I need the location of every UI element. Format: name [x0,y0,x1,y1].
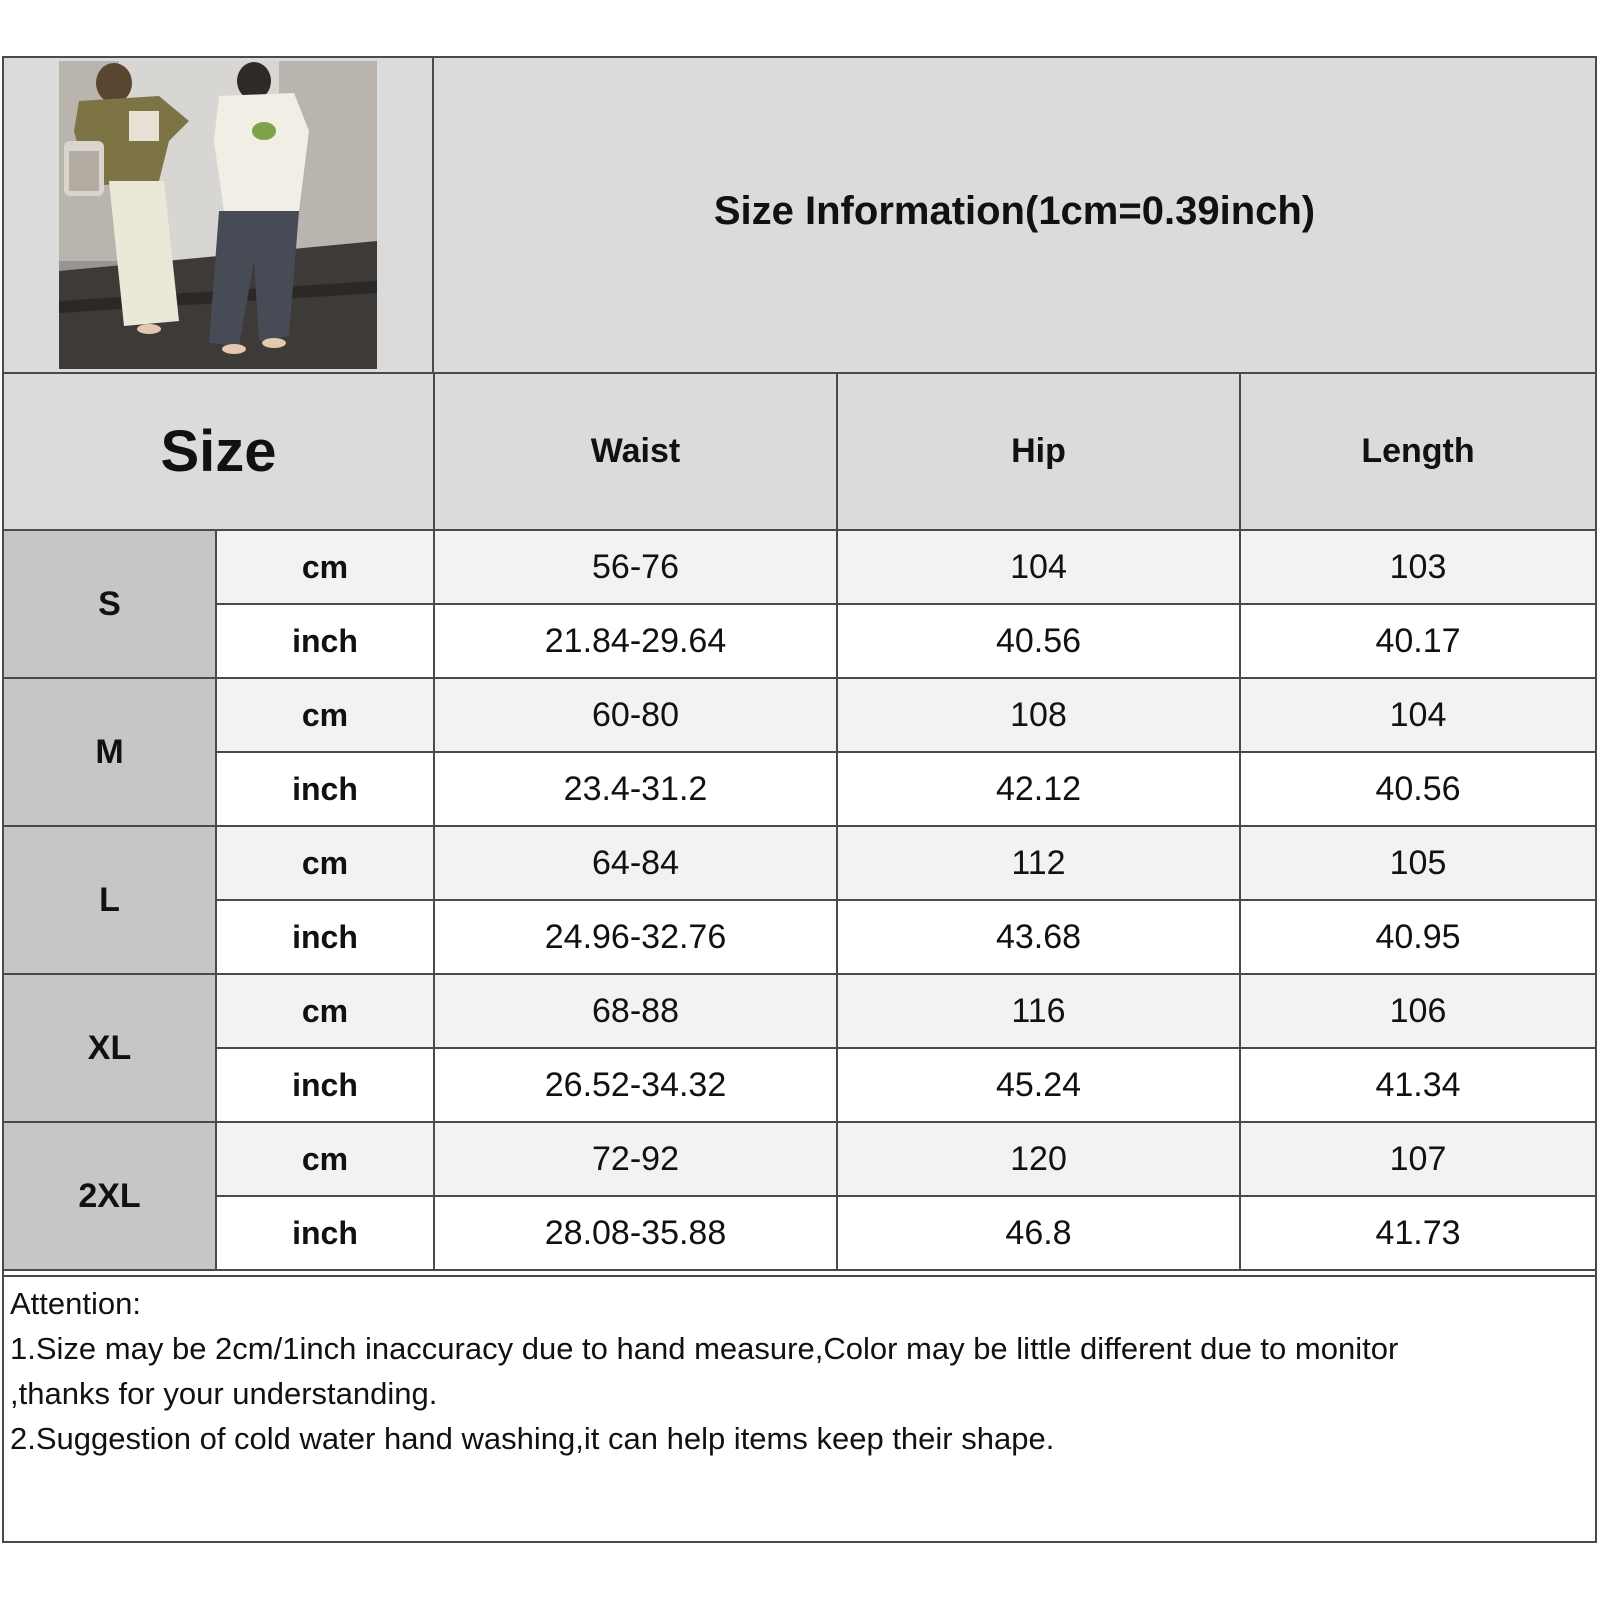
unit-label: cm [216,530,434,604]
length-value: 104 [1240,678,1595,752]
product-photo [59,61,377,369]
note-line: 2.Suggestion of cold water hand washing,it can help items keep their shape. [10,1421,1055,1456]
size-table [4,374,1595,1271]
length-value: 106 [1240,974,1595,1048]
table-row [4,826,1595,900]
waist-column-header: Waist [434,374,837,530]
waist-value: 72-92 [434,1122,837,1196]
hip-column-header: Hip [837,374,1240,530]
hip-value: 104 [837,530,1240,604]
table-row [4,752,1595,826]
waist-value: 60-80 [434,678,837,752]
waist-value: 56-76 [434,530,837,604]
hip-value: 42.12 [837,752,1240,826]
note-line: ,thanks for your understanding. [10,1376,438,1411]
length-value: 41.73 [1240,1196,1595,1270]
table-row [4,604,1595,678]
length-value: 107 [1240,1122,1595,1196]
unit-label: cm [216,1122,434,1196]
hip-value: 46.8 [837,1196,1240,1270]
table-row [4,974,1595,1048]
hip-value: 112 [837,826,1240,900]
table-row [4,1196,1595,1270]
length-value: 105 [1240,826,1595,900]
length-value: 40.95 [1240,900,1595,974]
size-chart [2,56,1597,1543]
table-row [4,678,1595,752]
size-label: 2XL [4,1122,216,1270]
unit-label: cm [216,974,434,1048]
waist-value: 24.96-32.76 [434,900,837,974]
product-photo-cell [4,58,434,374]
waist-value: 64-84 [434,826,837,900]
size-label: M [4,678,216,826]
product-photo-illustration [59,61,377,369]
unit-label: inch [216,1048,434,1122]
size-label: XL [4,974,216,1122]
attention-notes [4,1275,1595,1541]
hip-value: 40.56 [837,604,1240,678]
unit-label: cm [216,678,434,752]
length-value: 41.34 [1240,1048,1595,1122]
size-label: L [4,826,216,974]
size-label: S [4,530,216,678]
table-row [4,530,1595,604]
hip-value: 116 [837,974,1240,1048]
unit-label: inch [216,1196,434,1270]
waist-value: 21.84-29.64 [434,604,837,678]
waist-value: 68-88 [434,974,837,1048]
hip-value: 120 [837,1122,1240,1196]
length-value: 103 [1240,530,1595,604]
length-value: 40.17 [1240,604,1595,678]
table-row [4,900,1595,974]
size-column-header: Size [4,374,434,530]
unit-label: cm [216,826,434,900]
unit-label: inch [216,752,434,826]
hip-value: 43.68 [837,900,1240,974]
unit-label: inch [216,900,434,974]
hip-value: 45.24 [837,1048,1240,1122]
waist-value: 23.4-31.2 [434,752,837,826]
length-value: 40.56 [1240,752,1595,826]
table-row [4,1048,1595,1122]
waist-value: 26.52-34.32 [434,1048,837,1122]
length-column-header: Length [1240,374,1595,530]
title-cell [434,58,1595,374]
table-row [4,1122,1595,1196]
attention-heading: Attention: [10,1286,141,1321]
hip-value: 108 [837,678,1240,752]
note-line: 1.Size may be 2cm/1inch inaccuracy due to hand measure,Color may be little different due to monitor [10,1331,1399,1366]
unit-label: inch [216,604,434,678]
header-row [4,374,1595,530]
page-title: Size Information(1cm=0.39inch) [713,188,1316,233]
waist-value: 28.08-35.88 [434,1196,837,1270]
